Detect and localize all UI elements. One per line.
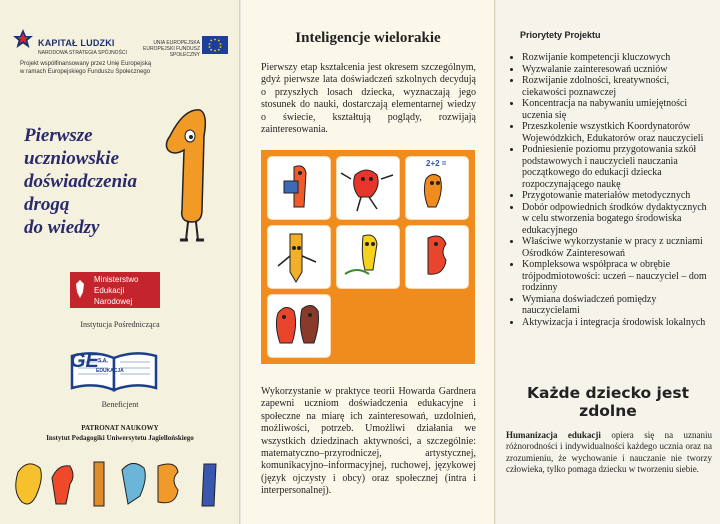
illustration-tile-speaking — [405, 225, 469, 289]
list-item: • Wymiana doświadczeń pomiędzy nauczycielami — [522, 294, 712, 317]
ministry-name — [90, 272, 160, 308]
kapital-ludzki-star-icon — [12, 28, 34, 50]
humanization-text: opiera się na uznaniu różnorodności i indywidualności każdego ucznia oraz na zrozumieniu, że wychowanie i nauczanie nie tworzy człowieka, tylko pomaga dziecku w tworzeniu siebie. — [506, 430, 712, 474]
intermediary-label: Instytucja Pośrednicząca — [80, 320, 160, 329]
list-item: • Rozwijanie zdolności, kreatywności, ciekawości poznawczej — [522, 75, 712, 98]
illustration-tile-art — [267, 225, 331, 289]
speaking-mascot-illustration — [406, 226, 468, 288]
theory-paragraph: Wykorzystanie w praktyce teorii Howarda Gardnera zapewni uczniom doświadczenia edukacyjne i społeczne na miarę ich zainteresowań, uzdolnień, możliwości, potrzeb. Umożliwi działania we wszystkich dziedzinach aktywności, a szczególnie: matematyczno–przyrodniczej, artystycznej, komunikacyjno–informacyjnej, ruchowej, językowej (język ojczysty i obcy) oraz społecznej (intra i interpersonalnej). — [261, 386, 476, 497]
illustration-tile-dancing — [336, 156, 400, 220]
friends-mascots-illustration — [268, 295, 330, 357]
list-item: • Przeszkolenie wszystkich Koordynatorów Wojewódzkich, Edukatorów oraz nauczycieli — [522, 121, 712, 144]
beneficiary-label: Beneficjent — [101, 400, 139, 409]
brochure-title — [24, 124, 174, 239]
list-item: • Właściwe wykorzystanie w pracy z uczniami Ośrodków Zainteresowań — [522, 236, 712, 259]
ge-letters: GE — [70, 350, 99, 372]
list-item: • Podniesienie poziomu przygotowania szkół podstawowych i nauczycieli nauczania początkowego do edukacji dziecka rozpoczynającego naukę — [522, 144, 712, 190]
watering-mascot-illustration — [337, 226, 399, 288]
project-note-line-2: w ramach Europejskiego Funduszu Społecznego — [20, 69, 151, 75]
reading-mascot-illustration — [268, 157, 330, 219]
ministry-line: Edukacji — [94, 286, 125, 295]
ge-edukacja-logo — [66, 346, 162, 394]
title-line: Pierwsze — [24, 125, 93, 146]
illustration-tile-reading — [267, 156, 331, 220]
title-line: do wiedzy — [24, 217, 100, 238]
ministry-logo — [70, 272, 160, 308]
title-line: doświadczenia — [24, 171, 137, 192]
project-note — [20, 60, 220, 76]
eu-flag-icon — [202, 36, 228, 54]
ministry-line: Narodowej — [94, 297, 133, 306]
list-item: • Koncentracja na nabywaniu umiejętności uczenia się — [522, 98, 712, 121]
illustration-tile-math — [405, 156, 469, 220]
list-item: • Rozwijanie kompetencji kluczowych — [522, 52, 712, 64]
intelligences-illustration-board — [261, 150, 475, 364]
intro-paragraph: Pierwszy etap kształcenia jest okresem szczególnym, gdyż pierwsze lata doświadczeń szkolnych decydują o przyszłych losach dziecka, wyznaczają jego stosunek do nauki, dostarczają elementarnej wiedzy o świecie, kształtują poglądy, rozwijają zainteresowania. — [261, 62, 476, 136]
priorities-panel — [496, 0, 720, 524]
priorities-list — [506, 52, 712, 328]
illustration-tile-nature — [336, 225, 400, 289]
math-formula: 2+2 = — [426, 159, 447, 168]
ge-edukacja-word: EDUKACJA — [96, 368, 124, 374]
number-mascots-row-illustration — [8, 456, 230, 516]
list-item: • Aktywizacja i integracja środowisk lokalnych — [522, 317, 712, 329]
section-title: Inteligencje wielorakie — [295, 30, 441, 46]
illustration-tile-friends — [267, 294, 331, 358]
patronage-institute: Instytut Pedagogiki Uniwersytetu Jagiellońskiego — [46, 434, 194, 442]
priorities-title: Priorytety Projektu — [520, 30, 601, 40]
humanization-paragraph — [506, 430, 712, 475]
patronage-title: PATRONAT NAUKOWY — [81, 424, 159, 432]
title-line: drogą — [24, 194, 70, 215]
humanization-lead: Humanizacja edukacji — [506, 430, 601, 440]
eagle-emblem-icon — [70, 272, 90, 308]
pencil-mascot-illustration — [268, 226, 330, 288]
list-item: • Wyzwalanie zainteresowań uczniów — [522, 64, 712, 76]
list-item: • Kompleksowa współpraca w obrębie trójpodmiotowości: uczeń – nauczyciel – dom rodzinny — [522, 259, 712, 294]
motto-heading: Każde dziecko jest zdolne — [526, 384, 690, 420]
kapital-ludzki-title: KAPITAŁ LUDZKI — [38, 38, 115, 48]
number-one-mascot-illustration — [160, 106, 216, 246]
ministry-line: Ministerstwo — [94, 275, 139, 284]
ge-company-form: S.A. — [98, 358, 108, 364]
cover-panel — [0, 0, 240, 524]
multiple-intelligences-panel — [241, 0, 495, 524]
dancing-mascot-illustration — [337, 157, 399, 219]
title-line: uczniowskie — [24, 148, 120, 169]
eu-label: UNIA EUROPEJSKA EUROPEJSKI FUNDUSZ SPOŁECZNY — [143, 40, 200, 58]
project-note-line-1: Projekt współfinansowany przez Unię Europejską — [20, 61, 152, 67]
kapital-ludzki-subtitle: NARODOWA STRATEGIA SPÓJNOŚCI — [38, 50, 127, 56]
list-item: • Przygotowanie materiałów metodycznych — [522, 190, 712, 202]
list-item: • Dobór odpowiednich środków dydaktycznych w celu stworzenia bogatego środowiska edukacyjnego — [522, 202, 712, 237]
